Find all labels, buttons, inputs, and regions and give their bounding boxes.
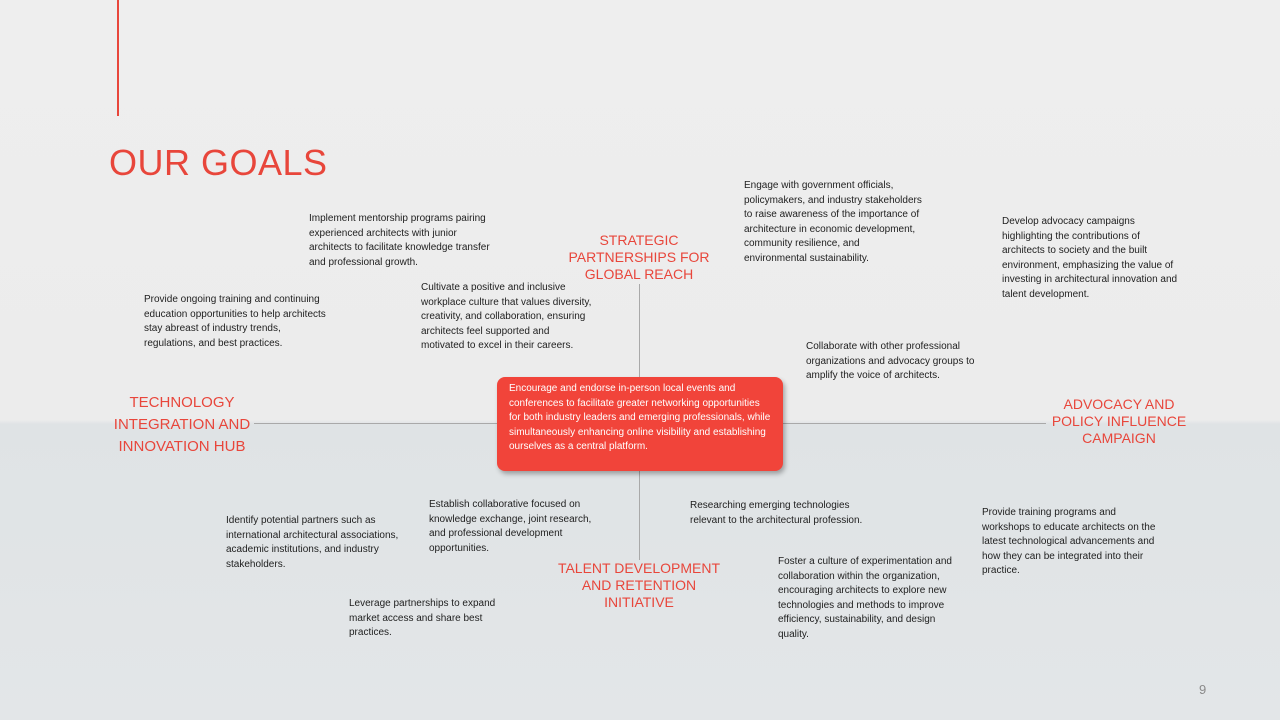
note-foster: Foster a culture of experimentation and collaboration within the organization, encouraging architects to explore new technologies and methods to improve efficiency, sustainability, and design quality. [778,556,952,640]
center-goal-box: Encourage and endorse in-person local events and conferences to facilitate greater networking opportunities for both industry leaders and emerging professionals, while simultaneously enhancing online visibility and establishing ourselves as a central platform. [497,377,783,471]
note-culture: Cultivate a positive and inclusive workplace culture that values diversity, creativity, and collaboration, ensuring architects feel supported and motivated to excel in their careers. [421,282,592,351]
note-partners: Identify potential partners such as international architectural associations, academic institutions, and industry stakeholders. [226,515,399,570]
heading-talent-development: TALENT DEVELOPMENT AND RETENTION INITIATIVE [557,560,721,610]
heading-advocacy-policy: ADVOCACY AND POLICY INFLUENCE CAMPAIGN [1051,396,1187,446]
note-collaborate: Collaborate with other professional organizations and advocacy groups to amplify the voice of architects. [806,341,975,381]
note-engage: Engage with government officials, policymakers, and industry stakeholders to raise awareness of the importance of architecture in economic development, community resilience, and environmental sustainability. [744,180,922,264]
note-mentorship: Implement mentorship programs pairing experienced architects with junior architects to facilitate knowledge transfer and professional growth. [309,213,490,268]
note-campaigns: Develop advocacy campaigns highlighting the contributions of architects to society and the built environment, emphasizing the value of investing in architectural innovation and talent development. [1002,216,1178,300]
note-leverage: Leverage partnerships to expand market access and share best practices. [349,598,496,638]
accent-line [117,0,119,116]
note-researching: Researching emerging technologies relevant to the architectural profession. [690,500,863,526]
note-establish: Establish collaborative focused on knowledge exchange, joint research, and professional development opportunities. [429,499,592,554]
note-training: Provide ongoing training and continuing education opportunities to help architects stay abreast of industry trends, regulations, and best practices. [144,294,326,349]
heading-technology-integration: TECHNOLOGY INTEGRATION AND INNOVATION HUB [113,394,251,455]
note-workshops: Provide training programs and workshops to educate architects on the latest technological advancements and how they can be integrated into their practice. [982,507,1156,576]
page-title: OUR GOALS [109,142,328,183]
heading-strategic-partnerships: STRATEGIC PARTNERSHIPS FOR GLOBAL REACH [568,232,710,282]
page-number: 9 [1199,682,1207,697]
